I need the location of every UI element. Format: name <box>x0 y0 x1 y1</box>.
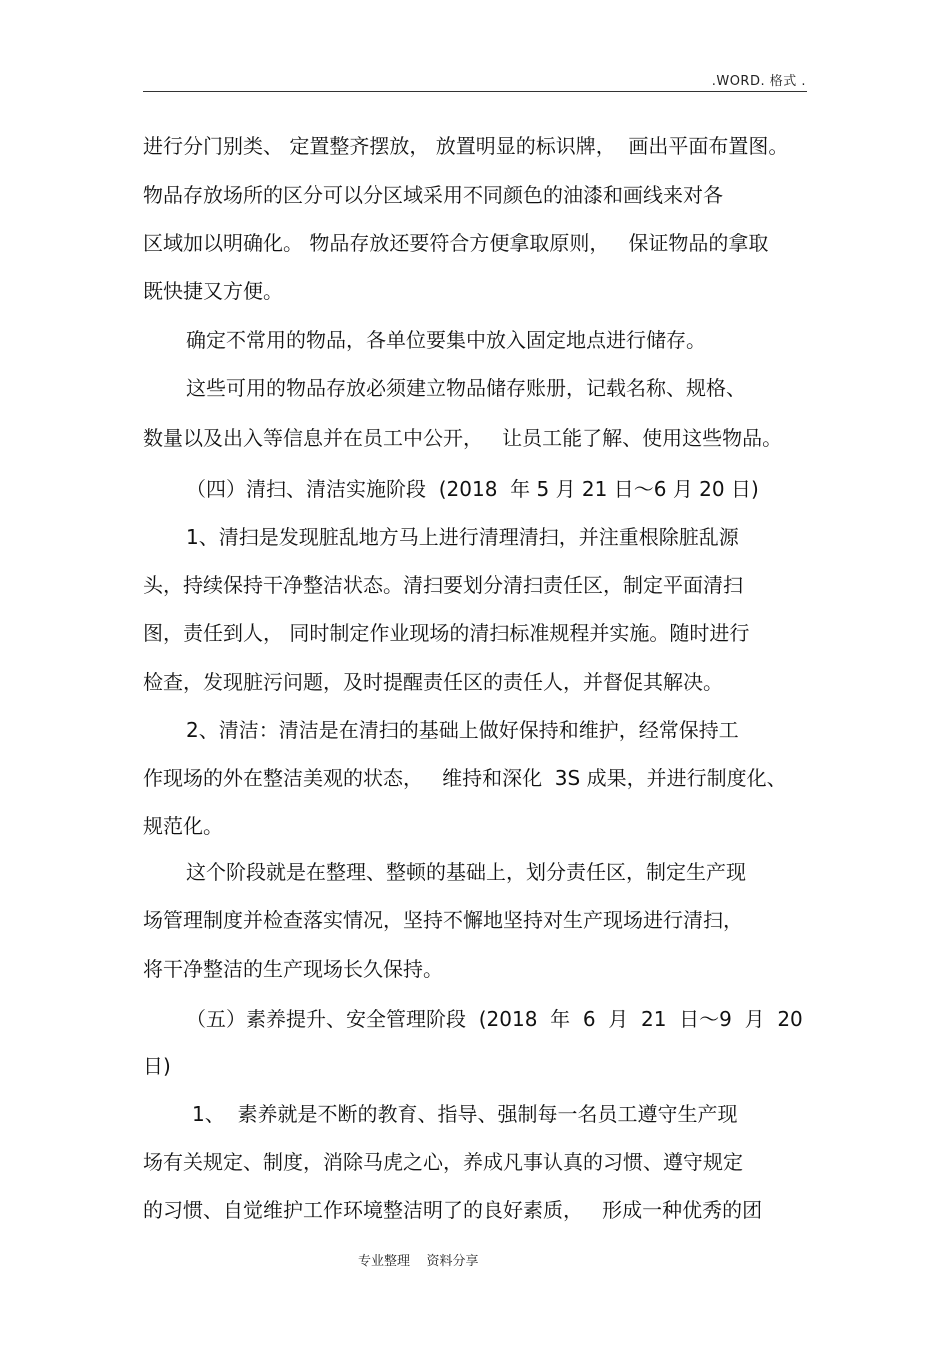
page-footer: 专业整理 资料分享 <box>358 1254 479 1269</box>
text-line: 这个阶段就是在整理、整顿的基础上，划分责任区，制定生产现 <box>186 860 746 884</box>
text-line: 既快捷又方便。 <box>143 279 283 303</box>
section-heading-continued: 日) <box>143 1054 171 1078</box>
text-line: 确定不常用的物品，各单位要集中放入固定地点进行储存。 <box>186 328 706 352</box>
text-line: 数量以及出入等信息并在员工中公开， 让员工能了解、使用这些物品。 <box>143 426 783 450</box>
text-line: 检查，发现脏污问题，及时提醒责任区的责任人，并督促其解决。 <box>143 670 723 694</box>
text-line: 头，持续保持干净整洁状态。清扫要划分清扫责任区，制定平面清扫 <box>143 573 743 597</box>
section-heading: （五）素养提升、安全管理阶段 (2018 年 6 月 21 日～9 月 20 <box>186 1007 803 1031</box>
header-divider <box>143 91 807 92</box>
page-header: .WORD. 格式 . <box>711 74 806 89</box>
text-line: 场有关规定、制度，消除马虎之心，养成凡事认真的习惯、遵守规定 <box>143 1150 743 1174</box>
text-line: 2、清洁：清洁是在清扫的基础上做好保持和维护，经常保持工 <box>186 718 739 742</box>
text-line: 场管理制度并检查落实情况，坚持不懈地坚持对生产现场进行清扫， <box>143 908 743 932</box>
text-line: 物品存放场所的区分可以分区域采用不同颜色的油漆和画线来对各 <box>143 183 723 207</box>
text-line: 规范化。 <box>143 814 223 838</box>
text-line: 区域加以明确化。 物品存放还要符合方便拿取原则， 保证物品的拿取 <box>143 231 769 255</box>
text-line: 图，责任到人， 同时制定作业现场的清扫标准规程并实施。随时进行 <box>143 621 750 645</box>
text-line: 1、 素养就是不断的教育、指导、强制每一名员工遵守生产现 <box>192 1102 738 1126</box>
text-line: 进行分门别类、 定置整齐摆放， 放置明显的标识牌， 画出平面布置图。 <box>143 134 789 158</box>
text-line: 的习惯、自觉维护工作环境整洁明了的良好素质， 形成一种优秀的团 <box>143 1198 763 1222</box>
text-line: 将干净整洁的生产现场长久保持。 <box>143 957 443 981</box>
text-line: 作现场的外在整洁美观的状态， 维持和深化 3S 成果，并进行制度化、 <box>143 766 787 790</box>
text-line: 这些可用的物品存放必须建立物品储存账册，记载名称、规格、 <box>186 376 746 400</box>
text-line: 1、清扫是发现脏乱地方马上进行清理清扫，并注重根除脏乱源 <box>186 525 739 549</box>
section-heading: （四）清扫、清洁实施阶段 (2018 年 5 月 21 日～6 月 20 日) <box>186 477 759 501</box>
